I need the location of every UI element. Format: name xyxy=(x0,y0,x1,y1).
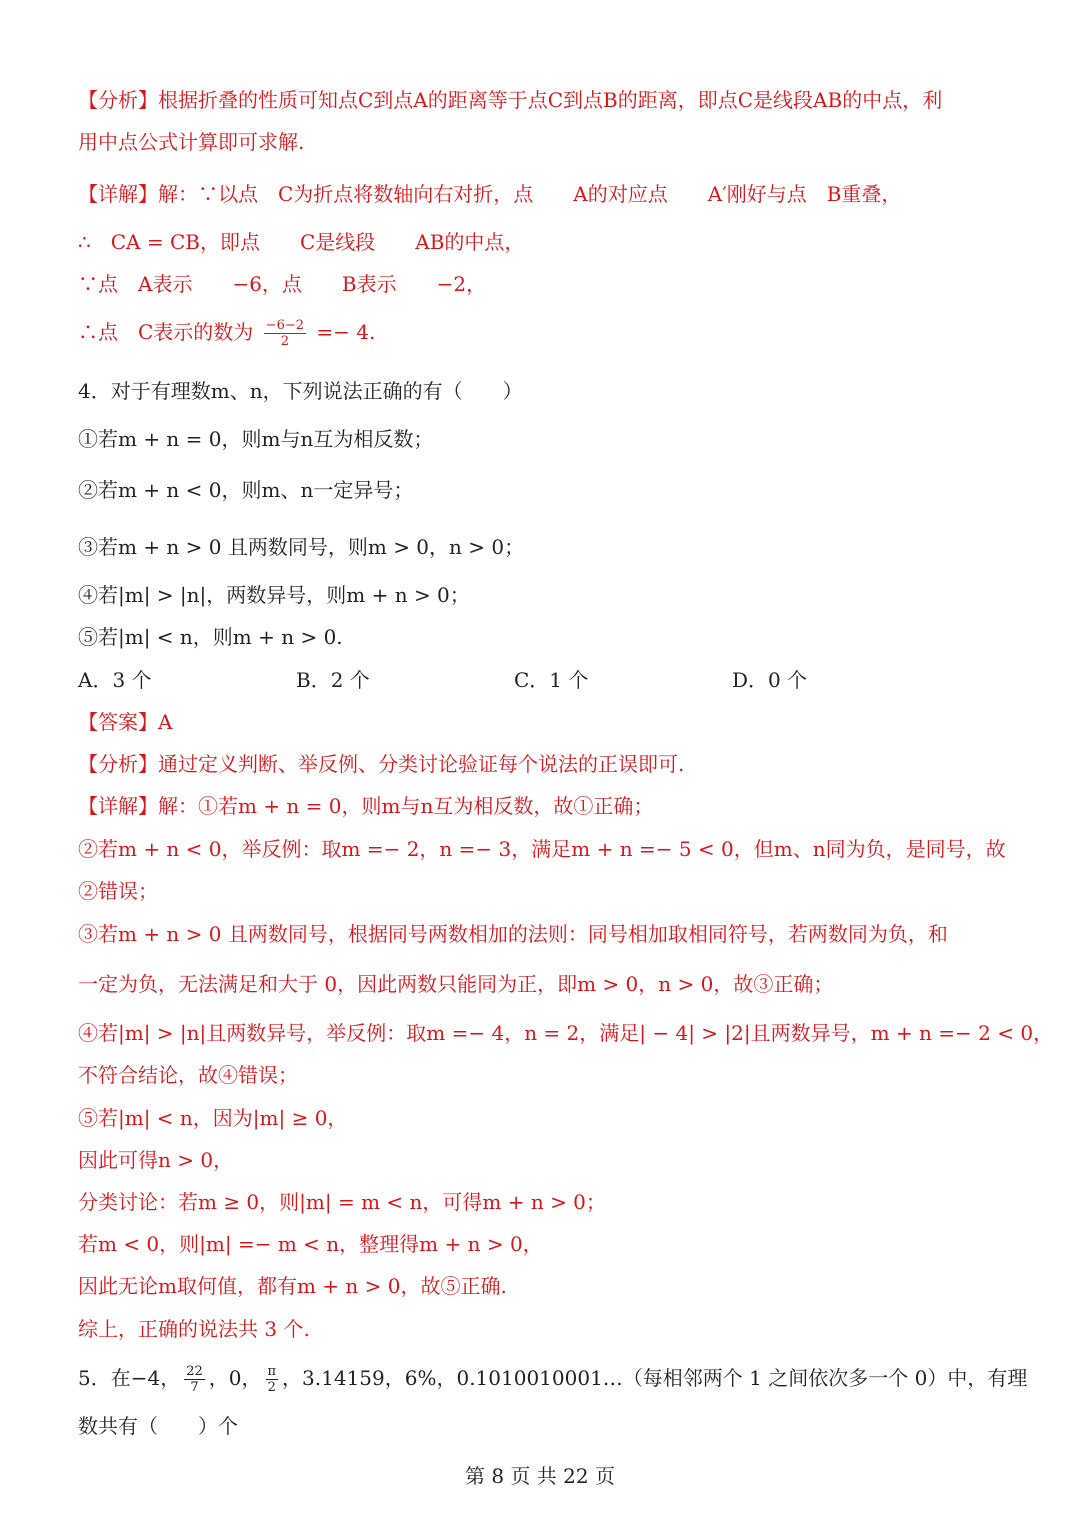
option-b: B．2 个 xyxy=(296,668,370,692)
fraction xyxy=(264,318,306,349)
fraction-pi-2 xyxy=(266,1364,279,1395)
analysis-line-2: 用中点公式计算即可求解. xyxy=(78,130,305,154)
question-5-mid: ，0， xyxy=(208,1366,262,1390)
detail-line-4-prefix: ∴点 C表示的数为 xyxy=(78,320,254,344)
question-5-suffix: ，3.14159，6%，0.1010010001…（每相邻两个 1 之间依次多一个 0）中，有理 xyxy=(282,1366,1028,1390)
fraction-denominator: 2 xyxy=(280,334,289,349)
detail-4-line-5: 一定为负，无法满足和大于 0，因此两数只能同为正，即m > 0，n > 0，故③正确； xyxy=(78,972,834,996)
detail-line-1: 【详解】解：∵以点 C为折点将数轴向右对折，点 A的对应点 A′刚好与点 B重叠， xyxy=(78,182,902,206)
detail-4-line-4: ③若m + n > 0 且两数同号，根据同号两数相加的法则：同号相加取相同符号，若两数同为负，和 xyxy=(78,922,948,946)
detail-line-4-suffix: =− 4. xyxy=(316,320,376,344)
statement-2: ②若m + n < 0，则m、n一定异号； xyxy=(78,478,414,502)
detail-4-line-1: 【详解】解：①若m + n = 0，则m与n互为相反数，故①正确； xyxy=(78,794,654,818)
fraction-numerator: 22 xyxy=(186,1364,203,1379)
analysis-4: 【分析】通过定义判断、举反例、分类讨论验证每个说法的正误即可. xyxy=(78,752,685,776)
detail-4-line-12: 因此无论m取何值，都有m + n > 0，故⑤正确. xyxy=(78,1274,507,1298)
detail-4-line-3: ②错误； xyxy=(78,879,158,903)
fraction-22-7 xyxy=(184,1364,205,1395)
statement-4: ④若|m| > |n|，两数异号，则m + n > 0； xyxy=(78,583,470,607)
detail-4-line-9: 因此可得n > 0， xyxy=(78,1148,234,1172)
detail-line-3: ∵点 A表示 −6，点 B表示 −2， xyxy=(78,272,487,296)
question-5-prefix: 5．在−4， xyxy=(78,1366,181,1390)
statement-1: ①若m + n = 0，则m与n互为相反数； xyxy=(78,427,434,451)
fraction-denominator: 2 xyxy=(267,1380,276,1395)
statement-5: ⑤若|m| < n，则m + n > 0. xyxy=(78,625,343,649)
option-a: A．3 个 xyxy=(78,668,152,692)
detail-line-2: ∴ CA = CB，即点 C是线段 AB的中点， xyxy=(78,230,525,254)
detail-4-line-13: 综上，正确的说法共 3 个. xyxy=(78,1317,310,1341)
statement-3: ③若m + n > 0 且两数同号，则m > 0，n > 0； xyxy=(78,535,525,559)
fraction-denominator: 7 xyxy=(190,1380,199,1395)
detail-4-line-2: ②若m + n < 0，举反例：取m =− 2，n =− 3，满足m + n =− 5 < 0，但m、n同为负，是同号，故 xyxy=(78,837,1006,861)
page-footer: 第 8 页 共 22 页 xyxy=(465,1464,615,1488)
question-5-line-2: 数共有（ ）个 xyxy=(78,1414,238,1438)
option-c: C．1 个 xyxy=(514,668,589,692)
answer: 【答案】A xyxy=(78,710,173,734)
detail-4-line-11: 若m < 0，则|m| =− m < n，整理得m + n > 0， xyxy=(78,1232,543,1256)
detail-4-line-10: 分类讨论：若m ≥ 0，则|m| = m < n，可得m + n > 0； xyxy=(78,1190,606,1214)
question-5-stem xyxy=(78,1364,1027,1395)
question-4-stem: 4．对于有理数m、n，下列说法正确的有（ ） xyxy=(78,379,523,403)
analysis-line-1: 【分析】根据折叠的性质可知点C到点A的距离等于点C到点B的距离，即点C是线段AB的中点，利 xyxy=(78,88,943,112)
detail-4-line-8: ⑤若|m| < n，因为|m| ≥ 0， xyxy=(78,1106,348,1130)
detail-4-line-6: ④若|m| > |n|且两数异号，举反例：取m =− 4，n = 2，满足| − 4| > |2|且两数异号，m + n =− 2 < 0， xyxy=(78,1021,1054,1045)
option-d: D．0 个 xyxy=(732,668,808,692)
fraction-numerator: −6−2 xyxy=(265,318,304,333)
detail-4-line-7: 不符合结论，故④错误； xyxy=(78,1063,298,1087)
fraction-numerator: π xyxy=(267,1364,277,1379)
detail-line-4 xyxy=(78,318,375,349)
